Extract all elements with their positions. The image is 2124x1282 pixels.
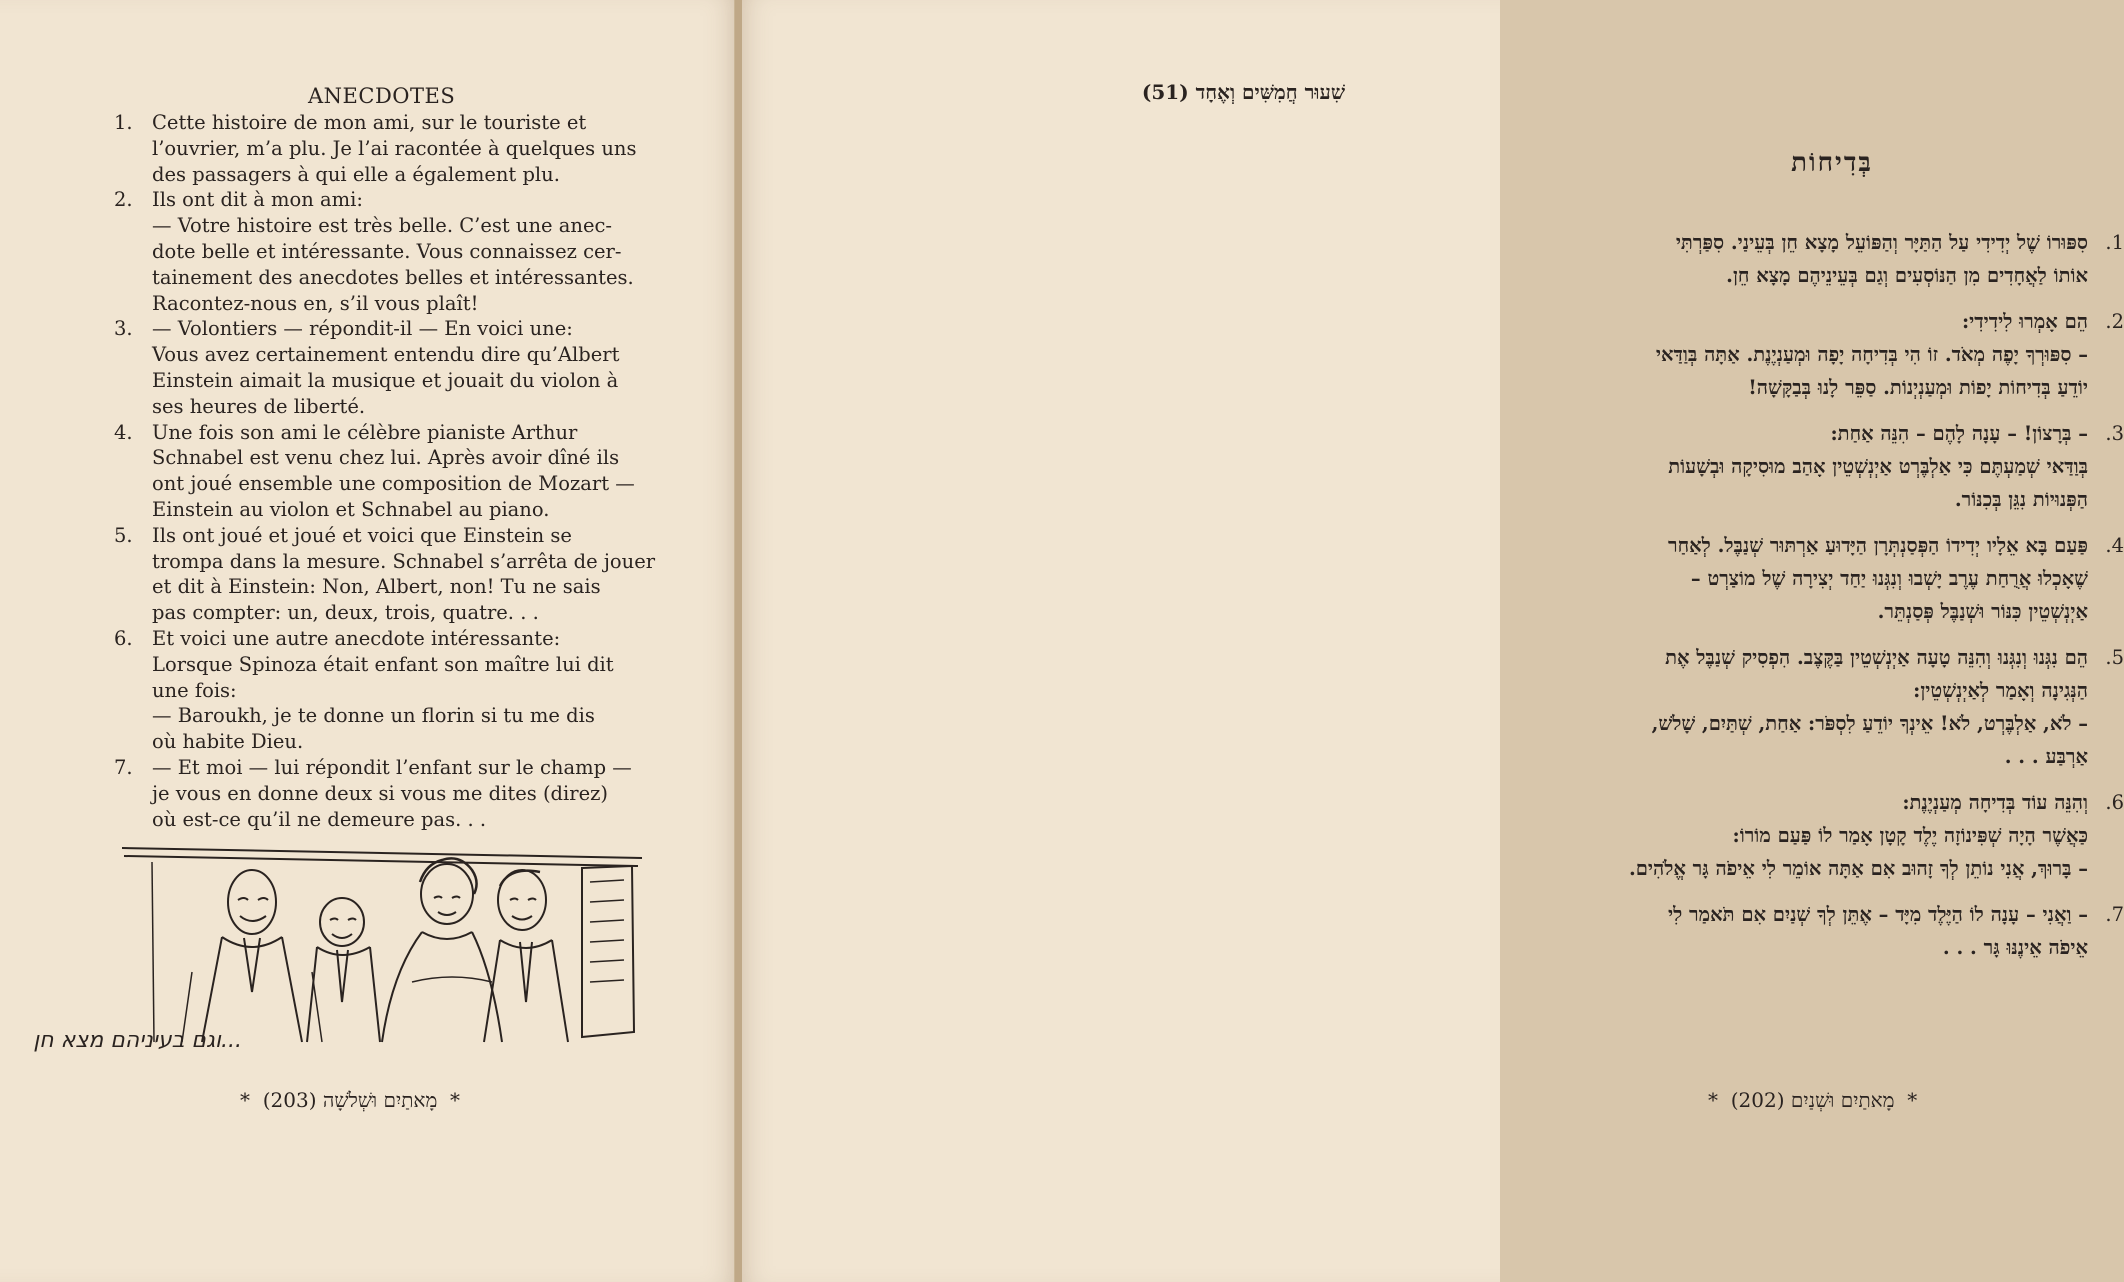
item-text [1554, 417, 2088, 516]
item-number: 7. [114, 755, 133, 779]
right-page [742, 0, 2124, 1282]
text-line: הֵם אָמְרוּ לִידִידִי: [1961, 310, 2088, 333]
text-line: où est-ce qu’il ne demeure pas. . . [152, 807, 487, 831]
text-line: בְּוַדַּאי שְׁמַעְתֶּם כִּי אַלְבֶּרְט אַיְנְשְׁטֵין אָהַב מוּסִיקָה וּבְשָׁעוֹת [1668, 455, 2088, 478]
text-line: כַּאֲשֶׁר הָיָה שְׁפִּינוֹזָה יֶלֶד קָטָן אָמַר לוֹ פַּעַם מוֹרוֹ: [1732, 824, 2088, 847]
list-item [1554, 786, 2124, 885]
text-line: — Baroukh, je te donne un florin si tu me dis [152, 704, 595, 728]
text-line: où habite Dieu. [152, 730, 304, 754]
text-line: הֵם נִגְּנוּ וְנִגְּנוּ וְהִנֵּה טָעָה אַיְנְשְׁטֵין בַּקֶּצֶב. הִפְסִיק שְׁנַבֶּל אֶת [1665, 646, 2088, 669]
list-item [1554, 417, 2124, 516]
item-number: .5 [2105, 646, 2124, 669]
text-line: אַיְנְשְׁטֵין כִּנּוֹר וּשְׁנַבֶּל פְּסַנְתֵּר. [1877, 600, 2088, 623]
text-line: — Volontiers — répondit-il — En voici une: [152, 317, 573, 341]
list-item [1554, 305, 2124, 404]
text-line: שֶׁאָכְלוּ אֲרֻחַת עֶרֶב יָשְׁבוּ וְנִגְּנוּ יַחַד יְצִירָה שֶׁל מוֹצַרְט – [1690, 567, 2088, 590]
item-text [152, 523, 664, 626]
item-text [152, 626, 664, 755]
item-number: .6 [2105, 791, 2124, 814]
text-line: Ils ont dit à mon ami: [152, 188, 363, 212]
text-line: וְהִנֵּה עוֹד בְּדִיחָה מְעַנְיֶנֶת: [1902, 791, 2088, 814]
text-line: l’ouvrier, m’a plu. Je l’ai racontée à quelques uns [152, 136, 637, 160]
item-number: .1 [2105, 231, 2124, 254]
text-line: Einstein aimait la musique et jouait du violon à [152, 368, 619, 392]
list-item [114, 316, 664, 419]
text-line: tainement des anecdotes belles et intéressantes. [152, 265, 634, 289]
item-text [1554, 529, 2088, 628]
text-line: des passagers à qui elle a également plu. [152, 162, 560, 186]
text-line: — Votre histoire est très belle. C’est une anec- [152, 214, 613, 238]
text-line: אַרְבַּע . . . [2004, 745, 2088, 768]
list-item [114, 110, 664, 187]
list-item [1554, 226, 2124, 292]
french-anecdote-list [114, 110, 664, 832]
item-number: 2. [114, 188, 133, 212]
text-line: Lorsque Spinoza était enfant son maître lui dit [152, 652, 614, 676]
list-item [114, 523, 664, 626]
text-line: dote belle et intéressante. Vous connaissez cer- [152, 239, 622, 263]
text-line: Ils ont joué et joué et voici que Einstein se [152, 523, 572, 547]
text-line: ont joué ensemble une composition de Mozart — [152, 472, 635, 496]
text-line: pas compter: un, deux, trois, quatre. . . [152, 601, 539, 625]
list-item [114, 420, 664, 523]
item-number: .3 [2105, 422, 2124, 445]
item-text [1554, 641, 2088, 773]
text-line: הַפְּנוּיוֹת נִגֵּן בְּכִנּוֹר. [1954, 488, 2088, 511]
text-line: אוֹתוֹ לַאֲחָדִים מִן הַנּוֹסְעִים וְגַם בְּעֵינֵיהֶם מָצָא חֵן. [1726, 264, 2088, 287]
item-number: .7 [2105, 903, 2124, 926]
text-line: Cette histoire de mon ami, sur le touriste et [152, 111, 587, 134]
item-number: 1. [114, 111, 133, 134]
item-text [152, 187, 664, 316]
cartoon-caption: ...וגם בעיניהם מצא חן [33, 1028, 242, 1053]
text-line: une fois: [152, 678, 237, 702]
list-item [114, 626, 664, 755]
text-line: Vous avez certainement entendu dire qu’Albert [152, 343, 620, 367]
text-line: Racontez-nous en, s’il vous plaît! [152, 291, 479, 315]
list-item [1554, 529, 2124, 628]
item-text [152, 420, 664, 523]
cartoon-illustration [33, 842, 652, 1060]
text-line: — Et moi — lui répondit l’enfant sur le champ — [152, 755, 632, 779]
item-number: 3. [114, 317, 133, 341]
item-number: 5. [114, 523, 133, 547]
item-text [152, 755, 664, 832]
book-gutter [735, 0, 742, 1282]
page-footer-right: * (202) מָאתַיִם וּשְׁנַיִם * [1708, 1088, 1918, 1112]
item-text [1554, 898, 2088, 964]
text-line: סִפּוּרוֹ שֶׁל יְדִידִי עַל הַתַּיָּר וְהַפּוֹעֵל מָצָא חֵן בְּעֵינַי. סִפַּרְתִּי [1675, 231, 2088, 254]
text-line: et dit à Einstein: Non, Albert, non! Tu ne sais [152, 575, 601, 599]
text-line: Schnabel est venu chez lui. Après avoir dîné ils [152, 446, 620, 470]
text-line: הַנְּגִינָה וְאָמַר לְאַיְנְשְׁטֵין: [1913, 679, 2088, 702]
left-page [0, 0, 735, 1282]
text-line: – בָּרוּךְ, אֲנִי נוֹתֵן לְךָ זָהוּב אִם אַתָּה אוֹמֵר לִי אֵיפֹה גָּר אֱלֹהִים. [1628, 857, 2088, 880]
text-line: trompa dans la mesure. Schnabel s’arrêta de jouer [152, 549, 656, 573]
list-item [114, 755, 664, 832]
text-line: Et voici une autre anecdote intéressante: [152, 626, 561, 650]
text-line: – סִפּוּרְךָ יָפֶה מְאֹד. זוֹ הִי בְּדִיחָה יָפָה וּמְעַנְיֶנֶת. אַתָּה בְּוַדַּאי [1655, 343, 2088, 366]
text-line: אֵיפֹה אֵינֶנּוּ גָּר . . . [1942, 936, 2088, 959]
item-number: .4 [2105, 534, 2124, 557]
text-line: פַּעַם בָּא אֵלָיו יְדִידוֹ הַפְּסַנְתְּרָן הַיָּדוּעַ אַרְתּוּר שְׁנַבֶּל. לְאַחַר [1668, 534, 2088, 557]
hebrew-page-title: בְּדִיחוֹת [1791, 148, 1873, 178]
text-line: – לֹא, אַלְבֶּרְט, לֹא! אֵינְךָ יוֹדֵעַ לִסְפֹּר: אַחַת, שְׁתַּיִם, שָׁלֹשׁ, [1651, 712, 2088, 735]
page-title: ANECDOTES [308, 84, 456, 108]
item-number: 6. [114, 626, 133, 650]
hebrew-anecdote-list [1554, 226, 2124, 977]
text-line: ses heures de liberté. [152, 394, 366, 418]
text-line: – בְּרָצוֹן! – עָנָה לָהֶם – הִנֵּה אַחַת: [1830, 422, 2088, 445]
item-text [152, 316, 664, 419]
running-head: שִׁעוּר חֲמִשִּׁים וְאֶחָד (51) [1141, 80, 1345, 104]
item-text [1554, 305, 2088, 404]
item-text [1554, 226, 2088, 292]
text-line: יוֹדֵעַ בְּדִיחוֹת יָפוֹת וּמְעַנְיְנוֹת. סַפֵּר לָנוּ בְּבַקָּשָׁה! [1748, 376, 2088, 399]
list-item [1554, 898, 2124, 964]
item-text [1554, 786, 2088, 885]
text-line: Une fois son ami le célèbre pianiste Arthur [152, 420, 578, 444]
page-footer-left: * (203) מָאתַיִם וּשְׁלֹשָׁה * [240, 1088, 461, 1112]
item-number: .2 [2105, 310, 2124, 333]
item-text [152, 110, 664, 187]
text-line: Einstein au violon et Schnabel au piano. [152, 497, 550, 521]
item-number: 4. [114, 420, 133, 444]
list-item [114, 187, 664, 316]
list-item [1554, 641, 2124, 773]
text-line: – וַאֲנִי – עָנָה לוֹ הַיֶּלֶד מִיָּד – אֶתֵּן לְךָ שְׁנַיִם אִם תֹּאמַר לִי [1667, 903, 2088, 926]
text-line: je vous en donne deux si vous me dites (direz) [152, 781, 609, 805]
